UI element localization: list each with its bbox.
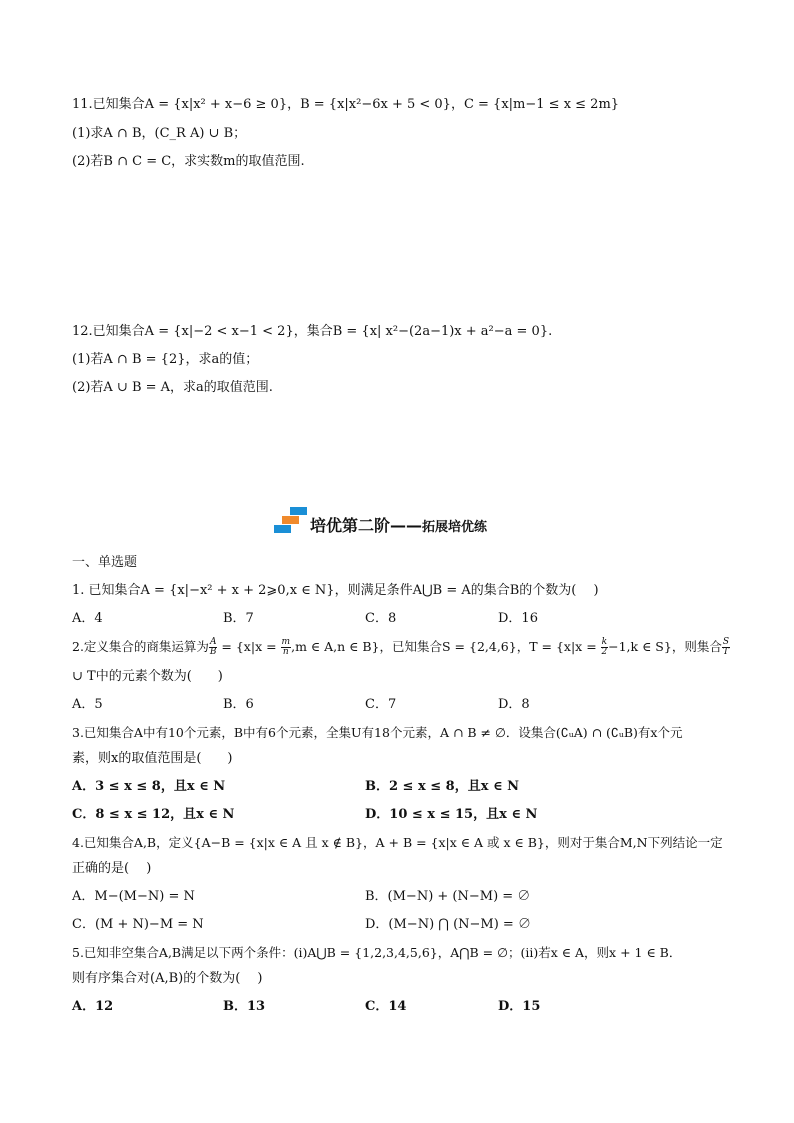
mc4-option-c: C．(M + N)−M = N [72,917,204,932]
mc2-option-b: B．6 [223,697,254,712]
mc4-option-d: D．(M−N) ⋂ (N−M) = ∅ [365,917,531,932]
mc1-option-d: D．16 [498,611,538,626]
mc3-option-c: C．8 ≤ x ≤ 12，且x ∈ N [72,807,235,822]
mc5-option-c: C．14 [365,999,407,1014]
q12-stem: 12.已知集合A = {x|−2 < x−1 < 2}，集合B = {x| x²−(2a−1)x + a²−a = 0}. [72,324,553,339]
mc2-option-c: C．7 [365,697,397,712]
mc1-stem: 1. 已知集合A = {x|−x² + x + 2⩾0,x ∈ N}，则满足条件A⋃B = A的集合B的个数为( ) [72,583,599,598]
mc5-option-a: A．12 [72,999,114,1014]
fraction-m-over-n: $\frac{m}{n}$ [281,637,291,657]
mc4-stem-line2: 正确的是( ) [72,861,152,876]
section-title-dash: —— [390,516,423,535]
mc4-option-b: B．(M−N) + (N−M) = ∅ [365,889,531,904]
mc2-option-d: D．8 [498,697,530,712]
mc1-option-c: C．8 [365,611,397,626]
q12-part2: (2)若A ∪ B = A，求a的取值范围. [72,380,273,395]
q12-part1: (1)若A ∩ B = {2}，求a的值； [72,352,259,367]
section-title-main: 培优第二阶 [310,516,391,535]
mc3-option-a: A．3 ≤ x ≤ 8，且x ∈ N [72,779,226,794]
mc1-option-b: B．7 [223,611,254,626]
fraction-a-over-b: $\frac{A}{B}$ [209,637,217,657]
mc5-stem-line2: 则有序集合对(A,B)的个数为( ) [72,971,263,986]
mc3-stem-line1: 3.已知集合A中有10个元素，B中有6个元素，全集U有18个元素，A ∩ B ≠ ∅．设集合(∁ᵤA) ∩ (∁ᵤB)有x个元 [72,725,683,740]
q11-stem: 11.已知集合A = {x|x² + x−6 ≥ 0}，B = {x|x²−6x + 5 < 0}，C = {x|m−1 ≤ x ≤ 2m} [72,97,620,112]
mc5-option-b: B．13 [223,999,266,1014]
section-heading: 一、单选题 [72,555,138,570]
q11-part1: (1)求A ∩ B，(C_R A) ∪ B； [72,126,247,141]
mc2-stem-line1: 2.定义集合的商集运算为 $\frac{A}{B}$ = {x|x = $\frac{m}{n}$ ,m ∈ A,n ∈ B}，已知集合S = {2,4,6}，T = {x|x = $\frac{k}{2}$ −1,k ∈ S}，则集合 $\frac{S}{T}$ [72,637,729,657]
mc2-stem-line2: ∪ T中的元素个数为( ) [72,669,223,684]
fraction-s-over-t: $\frac{S}{T}$ [722,637,729,657]
mc1-option-a: A．4 [72,611,103,626]
mc4-option-a: A．M−(M−N) = N [72,889,195,904]
section-logo-icon [274,507,308,535]
mc3-option-b: B．2 ≤ x ≤ 8，且x ∈ N [365,779,520,794]
section-subtitle: 拓展培优练 [422,520,488,535]
mc3-option-d: D．10 ≤ x ≤ 15，且x ∈ N [365,807,538,822]
fraction-k-over-2: $\frac{k}{2}$ [601,637,608,657]
mc5-stem-line1: 5.已知非空集合A,B满足以下两个条件：(ⅰ)A⋃B = {1,2,3,4,5,6}，A⋂B = ∅；(ⅱ)若x ∈ A，则x + 1 ∈ B． [72,945,682,960]
q11-part2: (2)若B ∩ C = C，求实数m的取值范围. [72,154,305,169]
mc2-option-a: A．5 [72,697,103,712]
mc5-option-d: D．15 [498,999,541,1014]
mc3-stem-line2: 素，则x的取值范围是( ) [72,751,233,766]
mc4-stem-line1: 4.已知集合A,B，定义{A−B = {x|x ∈ A 且 x ∉ B}，A + B = {x|x ∈ A 或 x ∈ B}，则对于集合M,N下列结论一定 [72,835,723,850]
